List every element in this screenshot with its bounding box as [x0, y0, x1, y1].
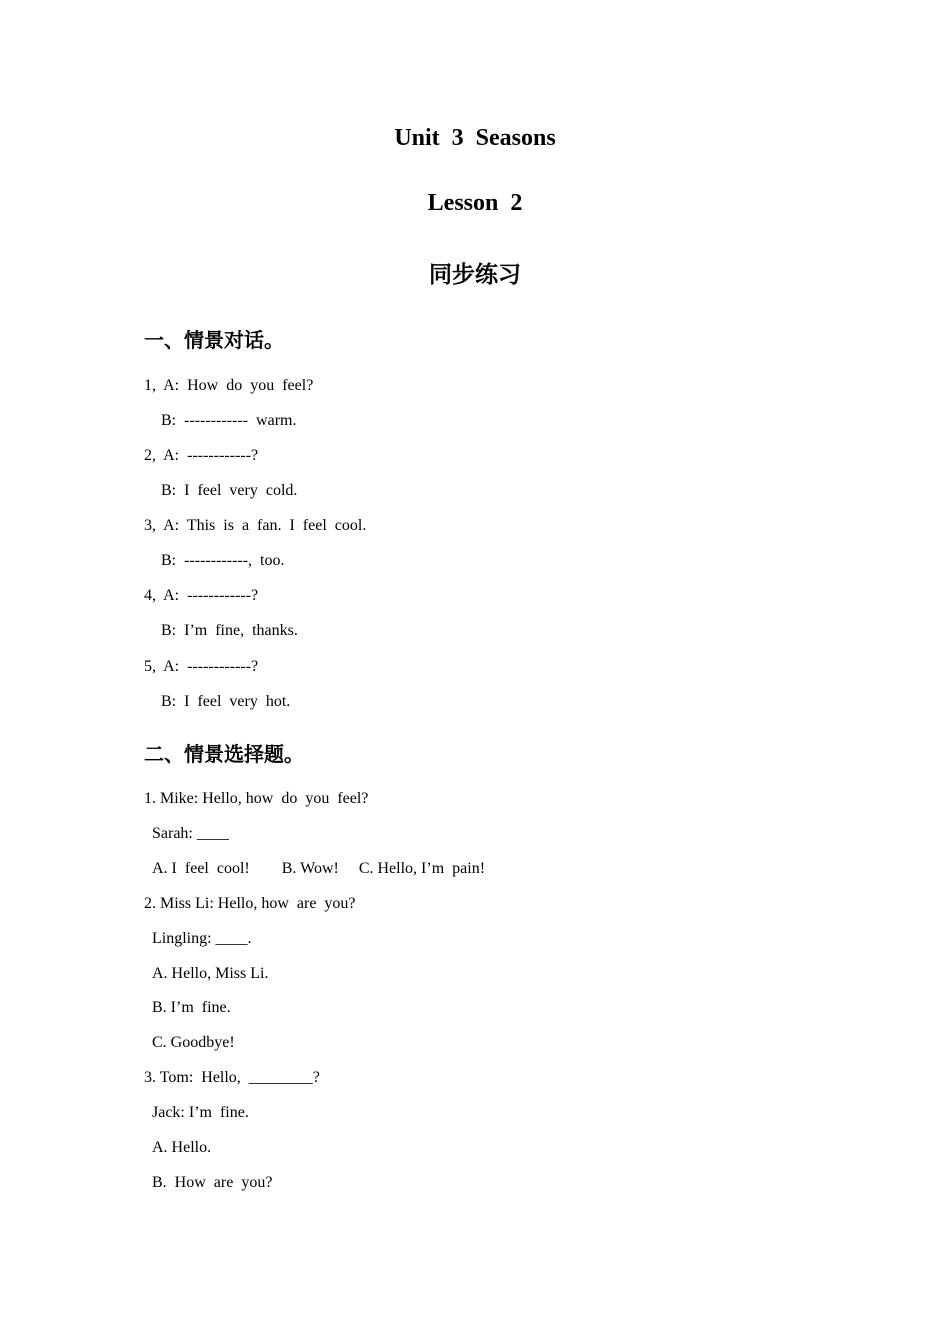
choice-line: 3. Tom: Hello, ________?: [144, 1069, 320, 1086]
choice-line: 1. Mike: Hello, how do you feel?: [144, 790, 369, 807]
choice-line: A. I feel cool! B. Wow! C. Hello, I’m pain!: [152, 860, 486, 877]
choice-line: A. Hello, Miss Li.: [152, 965, 269, 982]
lesson-title: Lesson 2: [427, 190, 523, 216]
choice-line: B. I’m fine.: [152, 999, 231, 1016]
practice-subtitle: 同步练习: [429, 262, 521, 288]
choice-line: B. How are you?: [152, 1174, 273, 1191]
dialogue-line: 1, A: How do you feel?: [144, 377, 314, 394]
choice-line: Lingling: ____.: [152, 930, 252, 947]
unit-title: Unit 3 Seasons: [394, 125, 556, 151]
dialogue-line: B: I’m fine, thanks.: [161, 622, 298, 639]
dialogue-line: 2, A: ------------?: [144, 447, 259, 464]
section-heading-dialogue: 一、情景对话。: [144, 328, 284, 352]
choice-line: Jack: I’m fine.: [152, 1104, 249, 1121]
dialogue-line: B: I feel very hot.: [161, 693, 291, 710]
choice-line: A. Hello.: [152, 1139, 212, 1156]
choice-line: 2. Miss Li: Hello, how are you?: [144, 895, 356, 912]
dialogue-line: 3, A: This is a fan. I feel cool.: [144, 517, 367, 534]
dialogue-line: B: ------------, too.: [161, 552, 285, 569]
dialogue-line: B: ------------ warm.: [161, 412, 297, 429]
dialogue-line: 5, A: ------------?: [144, 658, 259, 675]
choice-line: Sarah: ____: [152, 825, 229, 842]
dialogue-line: B: I feel very cold.: [161, 482, 298, 499]
dialogue-line: 4, A: ------------?: [144, 587, 259, 604]
choice-line: C. Goodbye!: [152, 1034, 235, 1051]
section-heading-choice: 二、情景选择题。: [144, 742, 304, 766]
